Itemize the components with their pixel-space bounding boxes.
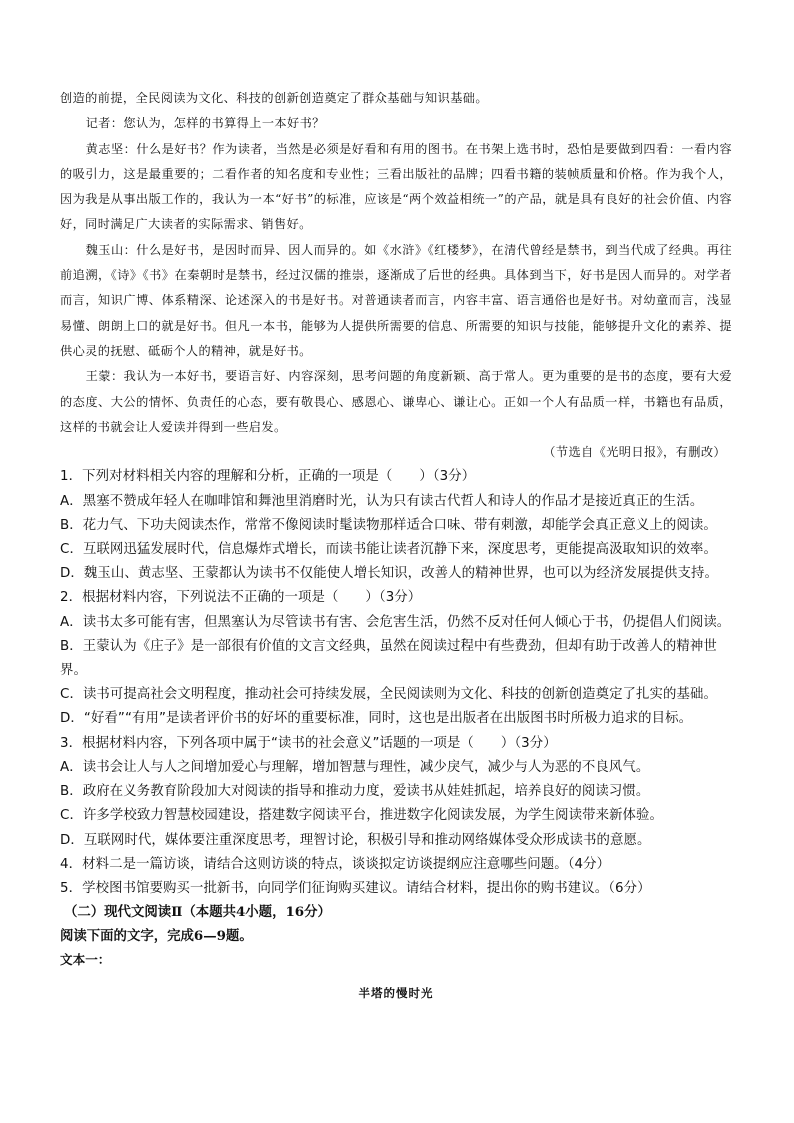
- passage-paragraph: 黄志坚：什么是好书？作为读者，当然是必须是好看和有用的图书。在书架上选书时，恐怕是要做到四看：一看内容的吸引力，这是最重要的；二看作者的知名度和专业性；三看出版社的品牌；四看书籍的装帧质量和价格。作为我个人，因为我是从事出版工作的，我认为一本“好书”的标准，应该是“两个效益相统一”的产品，就是具有良好的社会价值、内容好，同时满足广大读者的实际需求、销售好。: [60, 141, 732, 232]
- question-3: 3．根据材料内容，下列各项中属于“读书的社会意义”话题的一项是（ ）（3分）: [60, 735, 557, 751]
- exam-page: [60, 86, 732, 1001]
- option-d: D．魏玉山、黄志坚、王蒙都认为读书不仅能使人增长知识，改善人的精神世界，也可以为经济发展提供支持。: [60, 566, 718, 582]
- question-5: 5．学校图书馆要购买一批新书，向同学们征询购买建议。请结合材料，提出你的购书建议。（6分）: [60, 880, 651, 896]
- question-1: 1．下列对材料相关内容的理解和分析，正确的一项是（ ）（3分）: [60, 469, 476, 485]
- option-a: A．读书会让人与人之间增加爱心与理解，增加智慧与理性，减少戾气，减少与人为恶的不良风气。: [60, 759, 650, 775]
- passage-paragraph: 王蒙：我认为一本好书，要语言好、内容深刻，思考问题的角度新颖、高于常人。更为重要的是书的态度，要有大爱的态度、大公的情怀、负责任的心态，要有敬畏心、感恩心、谦卑心、谦让心。正如一个人有品质一样，书籍也有品质，这样的书就会让人爱读并得到一些启发。: [60, 369, 732, 434]
- section-instruction: 阅读下面的文字，完成6—9题。: [60, 927, 253, 944]
- article-title: 半塔的慢时光: [358, 986, 434, 1001]
- source-citation: （节选自《光明日报》，有删改）: [543, 445, 726, 460]
- option-b: B．政府在义务教育阶段加大对阅读的指导和推动力度，爱读书从娃娃抓起，培养良好的阅读习惯。: [60, 784, 650, 800]
- section-heading: （二）现代文阅读Ⅱ（本题共4小题，16分）: [64, 904, 331, 921]
- option-d: D．“好看”“有用”是读者评价书的好坏的重要标准，同时，这也是出版者在出版图书时所极力追求的目标。: [60, 711, 693, 727]
- option-a: A．黑塞不赞成年轻人在咖啡馆和舞池里消磨时光，认为只有读古代哲人和诗人的作品才是接近真正的生活。: [60, 493, 704, 509]
- option-c: C．互联网迅猛发展时代，信息爆炸式增长，而读书能让读者沉静下来，深度思考，更能提高汲取知识的效率。: [60, 542, 717, 558]
- option-d: D．互联网时代，媒体要注重深度思考，理智讨论，积极引导和推动网络媒体受众形成读书的意愿。: [60, 832, 651, 848]
- option-c: C．许多学校致力智慧校园建设，搭建数字阅读平台，推进数字化阅读发展，为学生阅读带来新体验。: [60, 808, 664, 824]
- questions-block: [60, 465, 732, 901]
- text-label: 文本一：: [60, 951, 111, 967]
- passage-paragraph: 魏玉山：什么是好书，是因时而异、因人而异的。如《水浒》《红楼梦》，在清代曾经是禁书，到当代成了经典。再往前追溯，《诗》《书》在秦朝时是禁书，经过汉儒的推崇，逐渐成了后世的经典。具体到当下，好书是因人而异的。对学者而言，知识广博、体系精深、论述深入的书是好书。对普通读者而言，内容丰富、语言通俗也是好书。对幼童而言，浅显易懂、朗朗上口的就是好书。但凡一本书，能够为人提供所需要的信息、所需要的知识与技能，能够提升文化的素养、提供心灵的抚慰、砥砺个人的精神，就是好书。: [60, 242, 732, 358]
- option-a: A．读书太多可能有害，但黑塞认为尽管读书有害、会危害生活，仍然不反对任何人倾心于书，仍提倡人们阅读。: [60, 614, 731, 630]
- option-b: B．王蒙认为《庄子》是一部很有价值的文言文经典，虽然在阅读过程中有些费劲，但却有助于改善人的精神世界。: [60, 638, 717, 679]
- option-c: C．读书可提高社会文明程度，推动社会可持续发展，全民阅读则为文化、科技的创新创造奠定了扎实的基础。: [60, 687, 717, 703]
- option-b: B．花力气、下功夫阅读杰作，常常不像阅读时髦读物那样适合口味、带有刺激，却能学会真正意义上的阅读。: [60, 517, 717, 533]
- passage-paragraph: 创造的前提，全民阅读为文化、科技的创新创造奠定了群众基础与知识基础。: [60, 91, 488, 105]
- question-2: 2．根据材料内容，下列说法不正确的一项是（ ）（3分）: [60, 590, 422, 606]
- reading-passage: [60, 86, 732, 465]
- question-4: 4．材料二是一篇访谈，请结合这则访谈的特点，谈谈拟定访谈提纲应注意哪些问题。（4分）: [60, 856, 611, 872]
- passage-paragraph: 记者：您认为，怎样的书算得上一本好书？: [85, 116, 325, 131]
